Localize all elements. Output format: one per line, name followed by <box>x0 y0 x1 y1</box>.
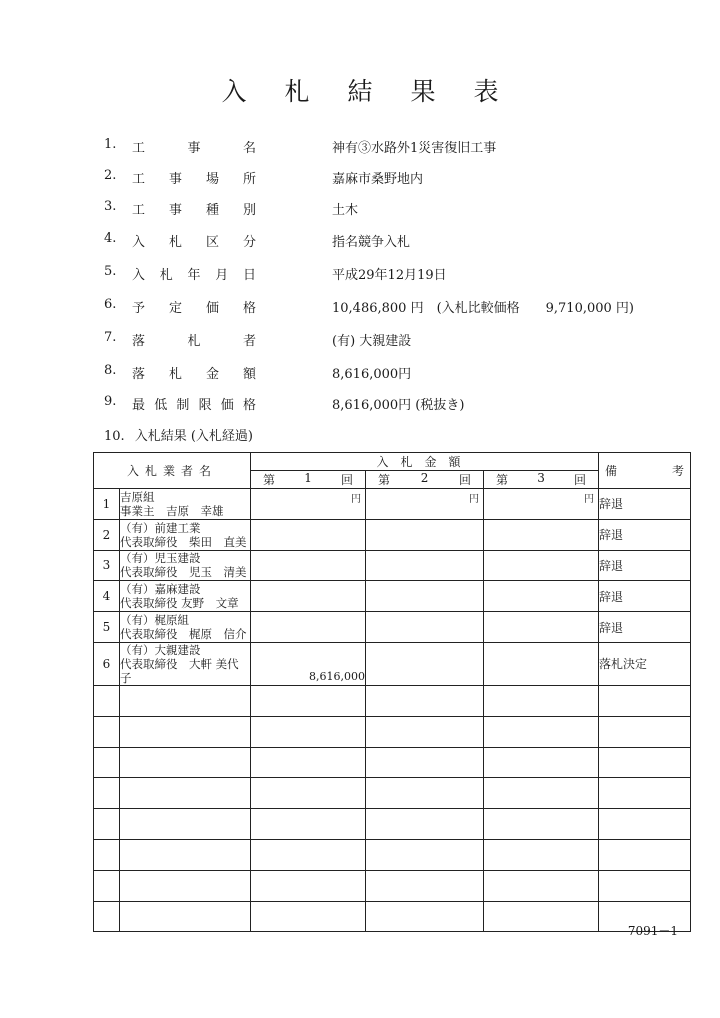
info-label <box>132 363 256 382</box>
empty-cell <box>120 778 251 809</box>
info-label-char: 分 <box>242 235 256 250</box>
representative-name: 代表取締役 大軒 美代子 <box>120 656 239 685</box>
info-value: 10,486,800 円 (入札比較価格 9,710,000 円) <box>332 301 635 316</box>
empty-cell <box>599 870 691 901</box>
bid-amount-round-3 <box>484 642 599 685</box>
empty-cell <box>120 901 251 932</box>
bid-amount-round-2 <box>366 519 484 550</box>
bid-amount-round-2 <box>366 550 484 581</box>
info-label-char: 札 <box>187 334 201 349</box>
row-number: 2 <box>94 519 120 550</box>
round-label-part: 3 <box>537 471 545 485</box>
info-label-char: 所 <box>242 172 256 187</box>
remarks: 辞退 <box>599 519 691 550</box>
empty-cell <box>599 809 691 840</box>
empty-cell <box>484 870 599 901</box>
info-num: 9. <box>104 394 117 409</box>
representative-name: 事業主 吉原 幸雄 <box>120 503 224 518</box>
bidder-name <box>120 581 251 612</box>
info-label-char: 額 <box>242 367 256 382</box>
empty-row <box>94 747 691 778</box>
remarks: 辞退 <box>599 581 691 612</box>
bidder-name <box>120 489 251 520</box>
info-value: 8,616,000円 (税抜き) <box>332 398 465 413</box>
info-label-char: 区 <box>205 235 219 250</box>
info-value: 指名競争入札 <box>332 235 411 250</box>
bid-amount-round-1 <box>251 489 366 520</box>
info-label-char: 年 <box>187 268 201 283</box>
yen-unit: 円 <box>351 494 362 505</box>
header-remarks <box>599 453 691 489</box>
row-number: 3 <box>94 550 120 581</box>
company-name: （有）児玉建設 <box>120 551 201 566</box>
row-number: 5 <box>94 612 120 643</box>
company-name: （有）梶原組 <box>120 613 189 628</box>
info-label-char: 者 <box>242 334 256 349</box>
round-label-part: 第 <box>496 473 509 487</box>
empty-row <box>94 839 691 870</box>
info-label-char: 格 <box>242 301 256 316</box>
info-value: 8,616,000円 <box>332 367 412 382</box>
company-name: 吉原組 <box>120 489 155 504</box>
empty-cell <box>251 778 366 809</box>
info-label <box>132 231 256 250</box>
info-label-char: 事 <box>168 203 182 218</box>
row-number: 6 <box>94 642 120 685</box>
info-label <box>132 297 256 316</box>
empty-cell <box>120 870 251 901</box>
info-label-char: 落 <box>132 334 146 349</box>
empty-cell <box>366 685 484 716</box>
empty-cell <box>484 839 599 870</box>
info-label-char: 日 <box>242 268 256 283</box>
info-label-char: 札 <box>159 268 173 283</box>
info-num: 6. <box>104 297 117 312</box>
empty-cell <box>120 839 251 870</box>
table-row <box>94 612 691 643</box>
empty-cell <box>599 839 691 870</box>
empty-cell <box>599 747 691 778</box>
info-label <box>132 137 256 156</box>
info-label-char: 事 <box>187 141 201 156</box>
info-label-char: 制 <box>176 398 190 413</box>
empty-cell <box>120 685 251 716</box>
empty-cell <box>94 809 120 840</box>
empty-cell <box>94 747 120 778</box>
table-row <box>94 581 691 612</box>
info-num: 5. <box>104 264 117 279</box>
bid-amount-round-3 <box>484 489 599 520</box>
round-label-part: 回 <box>458 473 471 487</box>
table-row <box>94 489 691 520</box>
info-label-char: 予 <box>132 301 146 316</box>
round-label-part: 第 <box>378 473 391 487</box>
remarks: 辞退 <box>599 489 691 520</box>
round-label-part: 2 <box>420 471 429 485</box>
bid-amount-round-3 <box>484 519 599 550</box>
info-value: 神有③水路外1災害復旧工事 <box>332 141 497 156</box>
empty-cell <box>484 747 599 778</box>
info-label-char: 価 <box>220 398 234 413</box>
empty-cell <box>599 778 691 809</box>
header-round-1 <box>251 471 366 489</box>
empty-cell <box>251 685 366 716</box>
empty-cell <box>366 901 484 932</box>
page-number: 7091－1 <box>627 924 678 938</box>
empty-cell <box>484 809 599 840</box>
bid-amount-round-2 <box>366 612 484 643</box>
table-row <box>94 519 691 550</box>
remarks-char-2: 考 <box>672 464 685 478</box>
info-num: 4. <box>104 231 117 246</box>
empty-row <box>94 901 691 932</box>
info-label-char: 月 <box>215 268 229 283</box>
info-label-char: 札 <box>168 235 182 250</box>
round-label-part: 回 <box>340 473 353 487</box>
info-label-char: 入 <box>132 268 146 283</box>
info-label-char: 工 <box>132 141 146 156</box>
company-name: （有）大親建設 <box>120 642 201 657</box>
bid-amount-round-1 <box>251 519 366 550</box>
info-label <box>132 330 256 349</box>
remarks-char-1: 備 <box>605 464 618 478</box>
empty-cell <box>366 839 484 870</box>
info-num: 7. <box>104 330 117 345</box>
row-number: 1 <box>94 489 120 520</box>
info-label-char: 工 <box>132 203 146 218</box>
empty-cell <box>599 716 691 747</box>
representative-name: 代表取締役 児玉 清美 <box>120 565 247 580</box>
info-value: 平成29年12月19日 <box>332 268 447 283</box>
empty-cell <box>251 870 366 901</box>
bid-amount-round-1 <box>251 550 366 581</box>
table-row <box>94 550 691 581</box>
info-row-10 <box>104 425 253 444</box>
info-label <box>132 199 256 218</box>
header-round-3 <box>484 471 599 489</box>
bid-amount-round-2 <box>366 642 484 685</box>
empty-cell <box>94 716 120 747</box>
bid-amount-round-2 <box>366 581 484 612</box>
company-name: （有）嘉麻建設 <box>120 582 201 597</box>
empty-cell <box>94 839 120 870</box>
header-bidder-name: 入札業者名 <box>94 453 251 489</box>
bidder-name <box>120 612 251 643</box>
empty-row <box>94 809 691 840</box>
empty-row <box>94 716 691 747</box>
info-num: 3. <box>104 199 117 214</box>
info-label-char: 場 <box>205 172 219 187</box>
info-label <box>132 394 256 413</box>
empty-cell <box>120 809 251 840</box>
info-label-char: 工 <box>132 172 146 187</box>
empty-cell <box>94 685 120 716</box>
empty-cell <box>251 901 366 932</box>
empty-cell <box>251 747 366 778</box>
bid-value: 8,616,000 <box>309 669 366 683</box>
empty-cell <box>94 901 120 932</box>
empty-cell <box>599 685 691 716</box>
empty-cell <box>366 716 484 747</box>
info-label-char: 最 <box>132 398 146 413</box>
representative-name: 代表取締役 友野 文章 <box>120 596 239 611</box>
empty-cell <box>251 716 366 747</box>
empty-cell <box>251 809 366 840</box>
empty-cell <box>484 716 599 747</box>
info-label-char: 落 <box>132 367 146 382</box>
round-label-part: 回 <box>574 473 587 487</box>
info-label-char: 事 <box>168 172 182 187</box>
empty-cell <box>94 778 120 809</box>
info-num: 10. <box>104 429 125 444</box>
remarks: 落札決定 <box>599 642 691 685</box>
remarks: 辞退 <box>599 550 691 581</box>
table-row <box>94 642 691 685</box>
bid-amount-round-1 <box>251 612 366 643</box>
info-label-char: 別 <box>242 203 256 218</box>
empty-cell <box>484 685 599 716</box>
empty-cell <box>366 747 484 778</box>
info-label-char: 入 <box>132 235 146 250</box>
round-label-part: 第 <box>263 473 276 487</box>
bidder-name <box>120 519 251 550</box>
info-label-char: 札 <box>168 367 182 382</box>
empty-cell <box>120 716 251 747</box>
info-label-char: 限 <box>198 398 212 413</box>
info-value: 嘉麻市桑野地内 <box>332 172 424 187</box>
bid-amount-round-3 <box>484 581 599 612</box>
info-label: 入札結果 (入札経過) <box>134 429 253 444</box>
empty-cell <box>366 870 484 901</box>
info-label-char: 定 <box>168 301 182 316</box>
info-label-char: 低 <box>154 398 168 413</box>
empty-cell <box>484 778 599 809</box>
info-value: 土木 <box>332 203 359 218</box>
info-label <box>132 168 256 187</box>
info-num: 1. <box>104 137 117 152</box>
empty-cell <box>366 778 484 809</box>
empty-cell <box>366 809 484 840</box>
row-number: 4 <box>94 581 120 612</box>
info-label <box>132 264 256 283</box>
document-title: 入札結果表 <box>221 77 537 106</box>
empty-row <box>94 685 691 716</box>
yen-unit: 円 <box>469 494 480 505</box>
company-name: （有）前建工業 <box>120 520 201 535</box>
info-label-char: 金 <box>205 367 219 382</box>
info-label-char: 価 <box>205 301 219 316</box>
yen-unit: 円 <box>584 494 595 505</box>
empty-row <box>94 778 691 809</box>
empty-cell <box>251 839 366 870</box>
info-num: 8. <box>104 363 117 378</box>
round-label-part: 1 <box>304 471 312 485</box>
info-label-char: 種 <box>205 203 219 218</box>
info-num: 2. <box>104 168 117 183</box>
representative-name: 代表取締役 柴田 直美 <box>120 534 247 549</box>
empty-cell <box>484 901 599 932</box>
bid-amount-round-3 <box>484 550 599 581</box>
info-label-char: 名 <box>242 141 256 156</box>
empty-cell <box>120 747 251 778</box>
header-bid-amount: 入札金額 <box>251 453 599 471</box>
remarks: 辞退 <box>599 612 691 643</box>
bid-amount-round-2 <box>366 489 484 520</box>
info-label-char: 格 <box>242 398 256 413</box>
empty-row <box>94 870 691 901</box>
bid-results-table <box>93 452 691 932</box>
representative-name: 代表取締役 梶原 信介 <box>120 627 247 642</box>
bidder-name <box>120 642 251 685</box>
bid-amount-round-1 <box>251 642 366 685</box>
bidder-name <box>120 550 251 581</box>
header-round-2 <box>366 471 484 489</box>
empty-cell <box>94 870 120 901</box>
bid-amount-round-3 <box>484 612 599 643</box>
bid-amount-round-1 <box>251 581 366 612</box>
info-value: (有) 大親建設 <box>332 334 412 349</box>
